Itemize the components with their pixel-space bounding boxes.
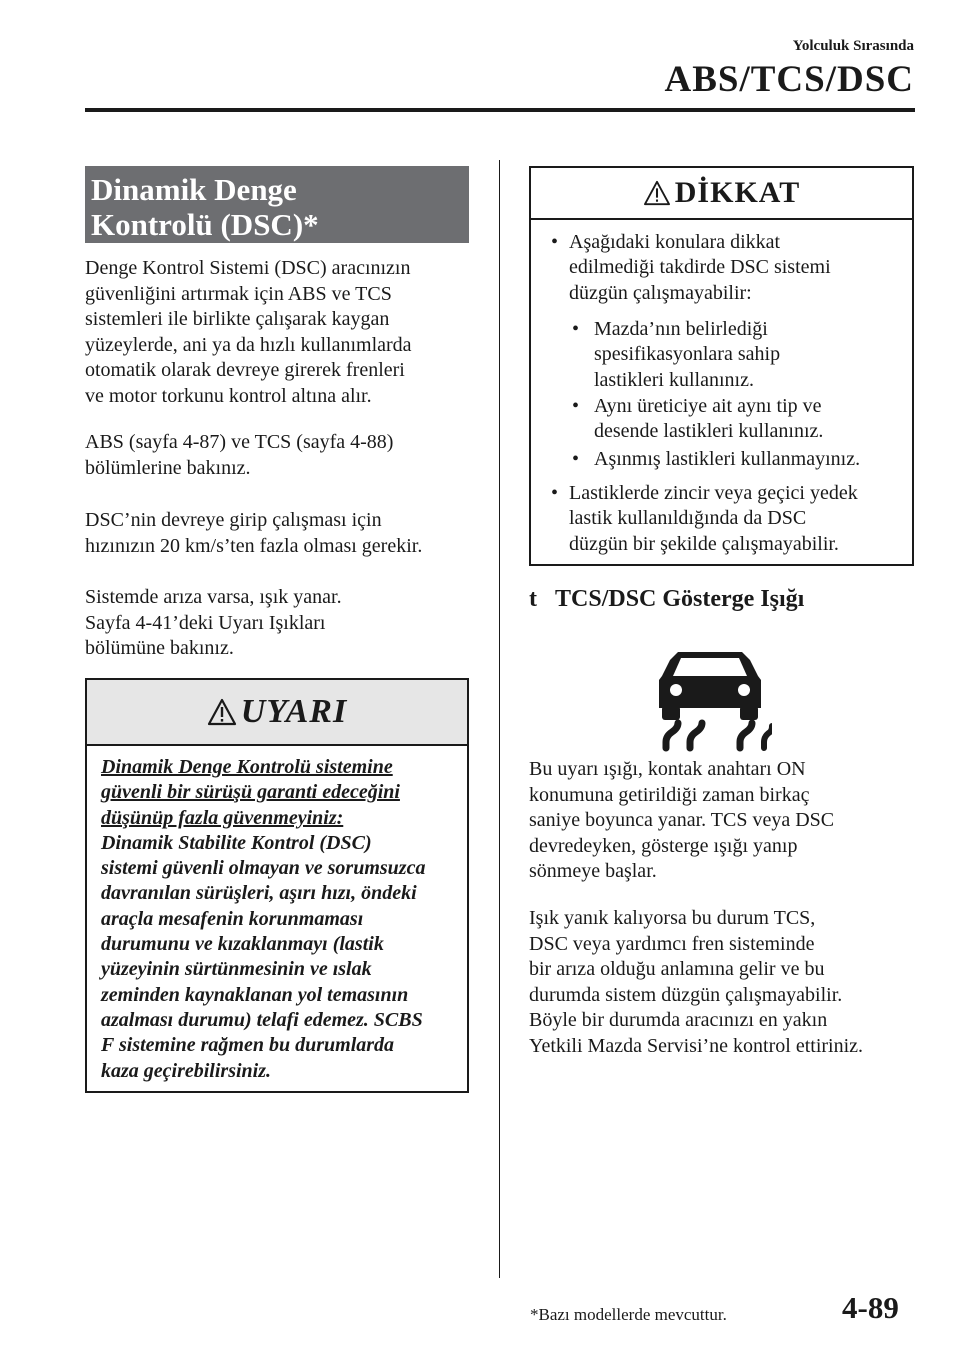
tcs-dsc-skid-car-icon (648, 646, 772, 752)
caution-sub-bullet: • Mazda’nın belirlediği spesifikasyonlara sahip lastikleri kullanınız. (572, 318, 781, 391)
warning-body: Dinamik Denge Kontrolü sistemine güvenli bir sürüşü garanti edeceğini düşünüp fazla güvenmeyiniz: Dinamik Stabilite Kontrol (DSC) sistemi güvenli olmayan ve sorumsuzca davranılan sürüşleri, aşırı hızı, öndeki araçla mesafenin korunmaması durumunu ve kızaklanmayı (lastik yüzeyinin sürtünmesinin ve ıslak zeminden kaynaklanan yol temasının azalması durumu) telafi edemez. SCBS F sistemine rağmen bu durumlarda kaza geçirebilirsiniz. (101, 756, 426, 1082)
caution-box (529, 166, 914, 566)
footnote: *Bazı modellerde mevcuttur. (530, 1305, 727, 1324)
column-divider (499, 160, 500, 1278)
warning-triangle-icon (643, 180, 671, 206)
warning-box (85, 678, 469, 1093)
warning-header (87, 680, 467, 746)
caution-sub-bullet: • Aşınmış lastikleri kullanmayınız. (572, 448, 861, 470)
speed-paragraph: DSC’nin devreye girip çalışması için hızınızın 20 km/s’ten fazla olması gerekir. (85, 509, 423, 557)
caution-bullet: • Aşağıdaki konulara dikkat edilmediği takdirde DSC sistemi düzgün çalışmayabilir: (551, 231, 831, 304)
section-title (85, 166, 469, 243)
reference-paragraph: ABS (sayfa 4-87) ve TCS (sayfa 4-88) bölümlerine bakınız. (85, 431, 394, 479)
running-header-title: ABS/TCS/DSC (664, 59, 914, 100)
subheading-marker: t (529, 586, 537, 612)
malfunction-paragraph: Işık yanık kalıyorsa bu durum TCS, DSC veya yardımcı fren sisteminde bir arıza olduğu anlamına gelir ve bu durumda sistem düzgün çalışmayabilir. Böyle bir durumda aracınızı en yakın Yetkili Mazda Servisi’ne kontrol ettiriniz. (529, 907, 864, 1057)
warning-title: UYARI (240, 693, 348, 730)
fault-paragraph: Sistemde arıza varsa, ışık yanar. Sayfa 4-41’deki Uyarı Işıkları bölümüne bakınız. (85, 586, 342, 660)
caution-title: DİKKAT (674, 176, 801, 209)
indicator-paragraph: Bu uyarı ışığı, kontak anahtarı ON konumuna getirildiği zaman birkaç saniye boyunca yanar. TCS veya DSC devredeyken, gösterge ışığı yanıp sönmeye başlar. (529, 758, 835, 883)
caution-sub-bullet: • Aynı üreticiye ait aynı tip ve desende lastikleri kullanınız. (572, 395, 824, 443)
intro-paragraph: Denge Kontrol Sistemi (DSC) aracınızın güvenliğini artırmak için ABS ve TCS sistemleri ile birlikte çalışarak kaygan yüzeylerde, ani ya da hızlı kullanımlarda otomatik olarak devreye girerek frenleri ve motor torkunu kontrol altına alır. (85, 257, 412, 407)
indicator-subheading (529, 586, 804, 613)
caution-header (531, 168, 912, 220)
warning-triangle-icon (207, 698, 237, 726)
page-number: 4-89 (842, 1290, 899, 1325)
caution-bullet: • Lastiklerde zincir veya geçici yedek lastik kullanıldığında da DSC düzgün bir şekilde çalışmayabilir. (551, 482, 858, 555)
header-rule (85, 108, 915, 112)
section-title-line: Dinamik Denge (91, 172, 297, 207)
section-title-line: Kontrolü (DSC)* (91, 207, 319, 242)
running-header-section: Yolculuk Sırasında (792, 38, 914, 54)
subheading-text: TCS/DSC Gösterge Işığı (555, 586, 805, 612)
